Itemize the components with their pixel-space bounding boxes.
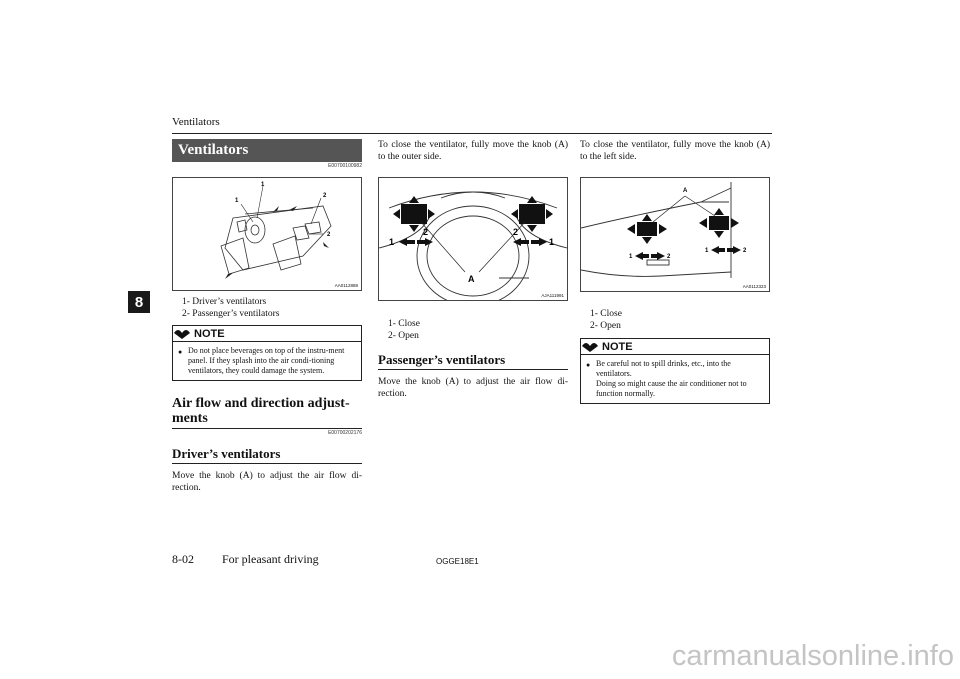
- drivers-ventilators-text: Move the knob (A) to adjust the air flow di-rection.: [172, 471, 362, 493]
- figure-legend: [182, 296, 362, 320]
- figure-legend: [590, 308, 770, 332]
- passenger-dashboard-illustration: [581, 178, 769, 291]
- figure-id: AA0112323: [742, 284, 766, 289]
- header-title: Ventilators: [172, 116, 220, 128]
- fig-label: 1: [629, 254, 633, 260]
- legend-item: 2- Open: [590, 321, 621, 331]
- fig-label: 2: [423, 227, 429, 237]
- steering-ventilators-figure: [378, 177, 568, 301]
- footer-section-name: For pleasant driving: [222, 552, 319, 566]
- figure-id: AA0112888: [334, 283, 358, 288]
- note-icon: [173, 328, 191, 339]
- fig-label: 1: [549, 237, 555, 247]
- fig-label: 1: [705, 248, 709, 254]
- note-item: [581, 355, 769, 403]
- bullet-icon: ●: [178, 348, 183, 356]
- fig-label: A: [683, 188, 688, 194]
- subsection-title: Air flow and direction adjust-ments: [172, 396, 362, 429]
- subsection-code: E00700202176: [328, 430, 362, 436]
- fig-label: 2: [323, 193, 327, 199]
- watermark: carmanualsonline.info: [671, 640, 954, 672]
- section-code: E00700100982: [328, 163, 362, 169]
- legend-item: 1- Close: [590, 309, 622, 319]
- legend-item: 1- Close: [388, 319, 420, 329]
- fig-label: 2: [513, 227, 519, 237]
- fig-label: 1: [261, 182, 265, 188]
- chapter-tab: 8: [128, 291, 150, 313]
- note-text: Be careful not to spill drinks, etc., into the ventilators.: [596, 359, 731, 378]
- fig-label: A: [468, 274, 475, 284]
- legend-item: 2- Passenger’s ventilators: [182, 309, 280, 319]
- note-label: NOTE: [194, 327, 225, 340]
- column-2: [378, 139, 568, 400]
- fig-label: 2: [327, 232, 331, 238]
- legend-item: 2- Open: [388, 331, 419, 341]
- note-item: [173, 342, 361, 380]
- passenger-ventilators-figure: [580, 177, 770, 292]
- dashboard-ventilators-figure: [172, 177, 362, 291]
- dashboard-illustration: [173, 178, 361, 290]
- close-instruction: To close the ventilator, fully move the knob (A) to the left side.: [580, 140, 770, 162]
- close-instruction: To close the ventilator, fully move the knob (A) to the outer side.: [378, 140, 568, 162]
- passengers-ventilators-heading: Passenger’s ventilators: [378, 352, 568, 370]
- note-box: [172, 325, 362, 381]
- note-header: [581, 339, 769, 355]
- bullet-icon: ●: [586, 361, 591, 369]
- footer-code: OGGE18E1: [436, 557, 479, 566]
- column-1: [172, 139, 362, 494]
- passengers-ventilators-text: Move the knob (A) to adjust the air flow di-rection.: [378, 377, 568, 399]
- figure-id: AJA111991: [541, 293, 564, 298]
- fig-label: 2: [743, 248, 747, 254]
- note-icon: [581, 341, 599, 352]
- section-title: Ventilators: [172, 139, 362, 162]
- page-number: 8-02: [172, 552, 194, 566]
- note-header: [173, 326, 361, 342]
- fig-label: 1: [389, 237, 395, 247]
- note-label: NOTE: [602, 340, 633, 353]
- fig-label: 2: [667, 254, 671, 260]
- header-rule: [172, 133, 772, 134]
- legend-item: 1- Driver’s ventilators: [182, 297, 267, 307]
- note-text: Do not place beverages on top of the instru-ment panel. If they splash into the air condi-tioning ventilators, they could damage the system.: [188, 346, 345, 375]
- steering-wheel-illustration: [379, 178, 567, 300]
- drivers-ventilators-heading: Driver’s ventilators: [172, 446, 362, 464]
- fig-label: 1: [235, 198, 239, 204]
- note-text-2: Doing so might cause the air conditioner not to function normally.: [596, 379, 747, 398]
- note-box: [580, 338, 770, 404]
- figure-legend: [388, 318, 568, 342]
- column-3: [580, 139, 770, 404]
